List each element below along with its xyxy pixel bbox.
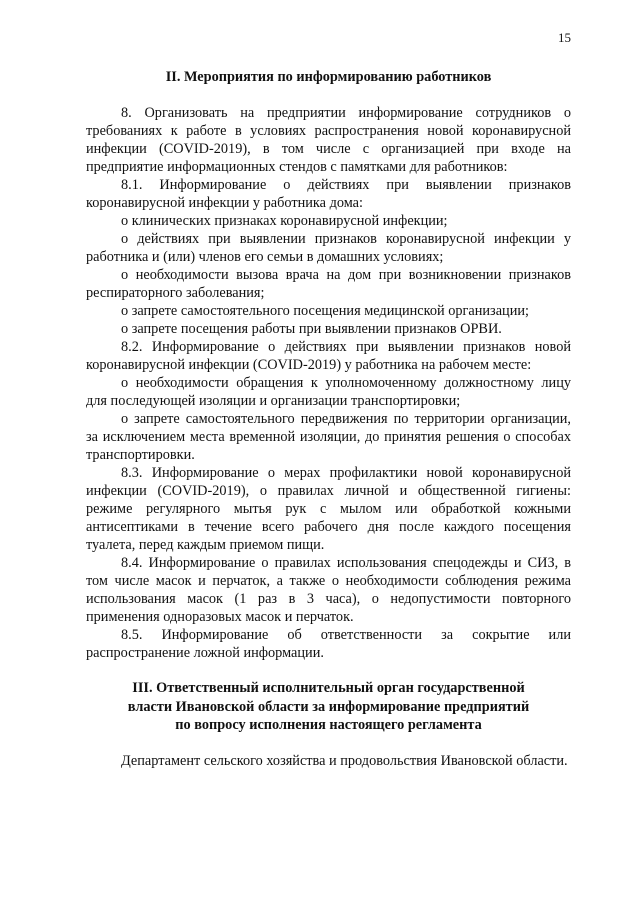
- section-3-title-line: власти Ивановской области за информирование предприятий: [127, 698, 530, 715]
- document-body: [86, 68, 571, 770]
- paragraph-8-4: 8.4. Информирование о правилах использования спецодежды и СИЗ, в том числе масок и перчаток, а также о необходимости соблюдения режима использования масок (1 раз в 3 часа), о недопустимости повторного применения одноразовых масок и перчаток.: [86, 555, 571, 625]
- section-2-title: II. Мероприятия по информированию работников: [165, 69, 492, 85]
- page-number: 15: [558, 30, 571, 45]
- section-3-title-line: по вопросу исполнения настоящего регламента: [175, 717, 482, 733]
- list-item: о запрете посещения работы при выявлении признаков ОРВИ.: [121, 321, 502, 337]
- section-3-title-line: III. Ответственный исполнительный орган государственной: [132, 680, 525, 696]
- paragraph-8-3: 8.3. Информирование о мерах профилактики новой коронавирусной инфекции (COVID-2019), о правилах личной и общественной гигиены: режиме регулярного мытья рук с мылом или обработкой кожными антисептиками в течение всего рабочего дня после каждого посещения туалета, перед каждым приемом пищи.: [86, 465, 571, 553]
- list-item: о клинических признаках коронавирусной инфекции;: [121, 213, 448, 229]
- paragraph-8-5: 8.5. Информирование об ответственности за сокрытие или распространение ложной информации.: [86, 627, 571, 661]
- list-item: о действиях при выявлении признаков коронавирусной инфекции у работника и (или) членов его семьи в домашних условиях;: [86, 231, 571, 265]
- section-3-title: [86, 679, 571, 735]
- list-item: о необходимости обращения к уполномоченному должностному лицу для последующей изоляции и организации транспортировки;: [86, 375, 571, 409]
- paragraph-8-2: 8.2. Информирование о действиях при выявлении признаков новой коронавирусной инфекции (COVID-2019) у работника на рабочем месте:: [86, 339, 571, 373]
- paragraph-department: Департамент сельского хозяйства и продовольствия Ивановской области.: [121, 752, 568, 769]
- paragraph-8-1: 8.1. Информирование о действиях при выявлении признаков коронавирусной инфекции у работника дома:: [86, 177, 571, 211]
- list-item: о запрете самостоятельного передвижения по территории организации, за исключением места временной изоляции, до принятия решения о способах транспортировки.: [86, 411, 571, 463]
- section-2-body: [86, 104, 571, 662]
- section-3-body: [86, 752, 571, 770]
- list-item: о необходимости вызова врача на дом при возникновении признаков респираторного заболевания;: [86, 267, 571, 301]
- list-item: о запрете самостоятельного посещения медицинской организации;: [121, 303, 529, 319]
- paragraph-8: 8. Организовать на предприятии информирование сотрудников о требованиях к работе в условиях распространения новой коронавирусной инфекции (COVID-2019), в том числе с организацией при входе на предприятие информационных стендов с памятками для работников:: [86, 105, 571, 175]
